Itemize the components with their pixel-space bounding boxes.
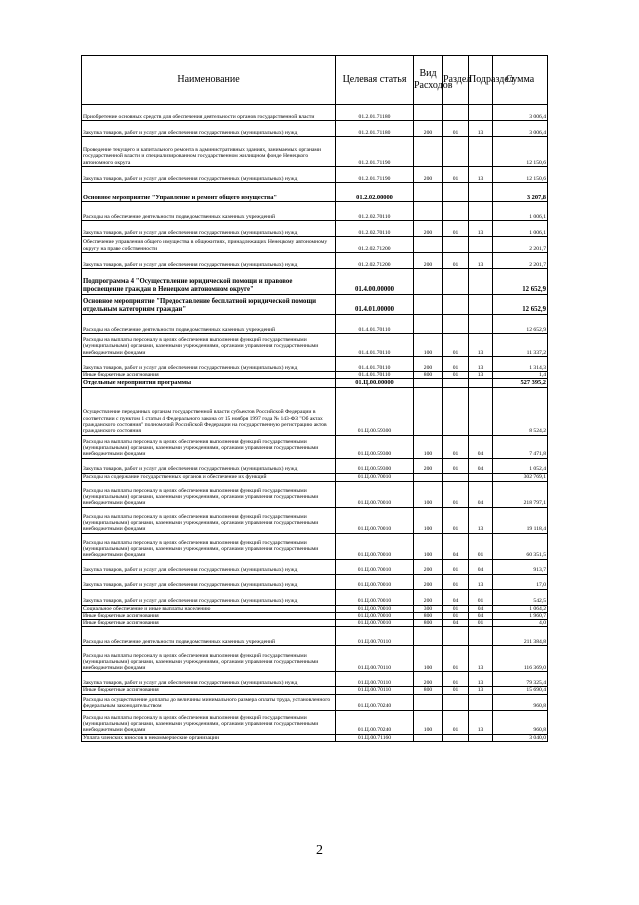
row-name: Уплата членских взносов в некоммерческие организации: [82, 734, 336, 741]
row-subsection: 13: [469, 687, 493, 694]
header-name: Наименование: [82, 56, 336, 105]
row-sum: 3 006,4: [493, 121, 548, 137]
row-section: [443, 315, 469, 334]
row-subsection: [469, 694, 493, 710]
row-subsection: 13: [469, 646, 493, 672]
table-row: [82, 589, 548, 605]
row-section: 01: [443, 612, 469, 619]
row-target: 01.2.02.71200: [336, 237, 414, 253]
row-section: [443, 295, 469, 315]
row-name: Расходы на выплаты персоналу в целях обеспечения выполнения функций государственными (муниципальными) органами, казенными учреждениями, органами управления государственными внебюджетными фондами: [82, 646, 336, 672]
row-exp-type: 200: [414, 589, 443, 605]
row-subsection: 04: [469, 481, 493, 507]
table-row: [82, 559, 548, 574]
table-row: [82, 710, 548, 734]
row-name: Основное мероприятие "Управление и ремонт общего имущества": [82, 183, 336, 202]
row-target: 01.4.01.70110: [336, 315, 414, 334]
table-row: [82, 137, 548, 167]
row-target: 01.Ц.00.70010: [336, 559, 414, 574]
row-target: 01.2.02.71200: [336, 253, 414, 269]
row-target: 01.Ц.00.70110: [336, 672, 414, 687]
row-target: 01.Ц.00.70010: [336, 612, 414, 619]
row-sum: 1 006,1: [493, 221, 548, 237]
row-section: 01: [443, 646, 469, 672]
row-name: Подпрограмма 4 "Осуществление юридической помощи и правовое просвещение граждан в Ненецком автономном округе": [82, 269, 336, 295]
row-sum: 17,0: [493, 574, 548, 589]
row-sum: 15 690,4: [493, 687, 548, 694]
row-target: 01.Ц.00.70110: [336, 687, 414, 694]
table-row: [82, 253, 548, 269]
row-section: [443, 473, 469, 481]
row-name: Расходы на осуществление доплаты до величины минимального размера оплаты труда, установленного федеральным законодательством: [82, 694, 336, 710]
row-subsection: 13: [469, 507, 493, 533]
row-sum: 1 052,4: [493, 458, 548, 473]
row-subsection: 01: [469, 533, 493, 559]
row-subsection: 13: [469, 672, 493, 687]
row-name: Расходы на обеспечение деятельности подведомственных казенных учреждений: [82, 202, 336, 221]
row-exp-type: [414, 105, 443, 121]
row-section: 01: [443, 605, 469, 612]
row-exp-type: 100: [414, 507, 443, 533]
row-target: 01.Ц.00.70240: [336, 710, 414, 734]
row-target: 01.Ц.00.70010: [336, 574, 414, 589]
row-target: 01.Ц.00.71160: [336, 734, 414, 741]
row-exp-type: [414, 387, 443, 435]
row-subsection: 13: [469, 167, 493, 183]
row-section: 01: [443, 507, 469, 533]
row-subsection: [469, 295, 493, 315]
row-exp-type: [414, 237, 443, 253]
row-subsection: 13: [469, 574, 493, 589]
row-section: 01: [443, 435, 469, 458]
row-name: Обеспечение управления общего имущества в общежитиях, принадлежащих Ненецкому автономному округу на праве собственности: [82, 237, 336, 253]
row-exp-type: 200: [414, 357, 443, 372]
row-exp-type: [414, 694, 443, 710]
row-exp-type: 200: [414, 559, 443, 574]
row-name: Закупка товаров, работ и услуг для обеспечения государственных (муниципальных) нужд: [82, 672, 336, 687]
row-name: Проведение текущего и капитального ремонта в административных зданиях, занимаемых органами государственной власти и специализированном государственном жилищном фонде Ненецкого автономного округа: [82, 137, 336, 167]
row-subsection: 13: [469, 121, 493, 137]
table-body: [82, 105, 548, 742]
row-section: 01: [443, 687, 469, 694]
row-name: Расходы на содержание государственных органов и обеспечение их функций: [82, 473, 336, 481]
row-exp-type: [414, 473, 443, 481]
row-target: 01.Ц.00.70010: [336, 473, 414, 481]
table-row: [82, 435, 548, 458]
row-section: [443, 734, 469, 741]
row-section: [443, 269, 469, 295]
row-subsection: [469, 137, 493, 167]
row-name: Осуществление переданных органам государственной власти субъектов Российской Федерации в соответствии с пунктом 1 статьи 4 Федерального закона от 15 ноября 1997 года № 143-ФЗ "Об актах гражданского состояния" полномочий Российской Федерации на государственную регистрацию актов гражданского состояния: [82, 387, 336, 435]
row-sum: 2 201,7: [493, 237, 548, 253]
row-exp-type: [414, 202, 443, 221]
table-row: [82, 295, 548, 315]
row-exp-type: 200: [414, 221, 443, 237]
table-row: [82, 221, 548, 237]
row-exp-type: [414, 627, 443, 646]
row-name: Расходы на выплаты персоналу в целях обеспечения выполнения функций государственными (муниципальными) органами, казенными учреждениями, органами управления государственными внебюджетными фондами: [82, 507, 336, 533]
row-name: Расходы на выплаты персоналу в целях обеспечения выполнения функций государственными (муниципальными) органами, казенными учреждениями, органами управления государственными внебюджетными фондами: [82, 435, 336, 458]
row-sum: 960,8: [493, 710, 548, 734]
row-name: Иные бюджетные ассигнования: [82, 372, 336, 379]
row-section: 01: [443, 672, 469, 687]
row-exp-type: [414, 183, 443, 202]
header-target: Целевая статья: [336, 56, 414, 105]
table-row: [82, 379, 548, 387]
table-row: [82, 620, 548, 627]
table-row: [82, 507, 548, 533]
row-sum: 7 471,8: [493, 435, 548, 458]
row-sum: 11 337,2: [493, 334, 548, 357]
row-subsection: 04: [469, 605, 493, 612]
row-sum: 913,7: [493, 559, 548, 574]
row-subsection: [469, 269, 493, 295]
row-name: Закупка товаров, работ и услуг для обеспечения государственных (муниципальных) нужд: [82, 167, 336, 183]
row-name: Закупка товаров, работ и услуг для обеспечения государственных (муниципальных) нужд: [82, 559, 336, 574]
row-name: Закупка товаров, работ и услуг для обеспечения государственных (муниципальных) нужд: [82, 221, 336, 237]
row-sum: 302 769,1: [493, 473, 548, 481]
row-section: [443, 105, 469, 121]
row-subsection: [469, 379, 493, 387]
table-row: [82, 183, 548, 202]
table-row: [82, 105, 548, 121]
row-exp-type: 200: [414, 574, 443, 589]
table-header-row: [82, 56, 548, 105]
row-sum: 19 118,4: [493, 507, 548, 533]
row-section: [443, 183, 469, 202]
row-section: [443, 694, 469, 710]
row-exp-type: 800: [414, 620, 443, 627]
row-target: 01.2.01.71190: [336, 137, 414, 167]
row-sum: 60 351,5: [493, 533, 548, 559]
table-row: [82, 734, 548, 741]
row-subsection: 04: [469, 612, 493, 619]
row-target: 01.Ц.00.70010: [336, 620, 414, 627]
row-section: 04: [443, 589, 469, 605]
page-number: 2: [316, 843, 323, 858]
row-target: 01.Ц.00.59300: [336, 458, 414, 473]
row-exp-type: 100: [414, 334, 443, 357]
header-subsection: Подраздел: [469, 56, 493, 105]
row-subsection: [469, 202, 493, 221]
row-name: Основное мероприятие "Предоставление бесплатной юридической помощи отдельным категориям граждан": [82, 295, 336, 315]
row-sum: 1 314,3: [493, 357, 548, 372]
table-row: [82, 605, 548, 612]
table-row: [82, 269, 548, 295]
header-section: Раздел: [443, 56, 469, 105]
row-section: 01: [443, 121, 469, 137]
row-subsection: [469, 473, 493, 481]
row-target: 01.Ц.00.70010: [336, 533, 414, 559]
row-exp-type: [414, 734, 443, 741]
row-section: [443, 627, 469, 646]
row-section: 01: [443, 574, 469, 589]
row-subsection: [469, 315, 493, 334]
row-exp-type: 800: [414, 687, 443, 694]
row-sum: 3 040,0: [493, 734, 548, 741]
row-subsection: 04: [469, 458, 493, 473]
header-exp-type: Вид Расходов: [414, 56, 443, 105]
row-name: Закупка товаров, работ и услуг для обеспечения государственных (муниципальных) нужд: [82, 574, 336, 589]
table-row: [82, 533, 548, 559]
row-exp-type: [414, 315, 443, 334]
row-exp-type: 100: [414, 710, 443, 734]
table-row: [82, 627, 548, 646]
table-row: [82, 315, 548, 334]
table-row: [82, 646, 548, 672]
budget-table: [81, 55, 548, 742]
row-subsection: [469, 105, 493, 121]
table-row: [82, 574, 548, 589]
table-row: [82, 357, 548, 372]
row-target: 01.2.01.71180: [336, 105, 414, 121]
table-row: [82, 612, 548, 619]
row-name: Расходы на выплаты персоналу в целях обеспечения выполнения функций государственными (муниципальными) органами, казенными учреждениями, органами управления государственными внебюджетными фондами: [82, 334, 336, 357]
row-name: Расходы на обеспечение деятельности подведомственных казенных учреждений: [82, 627, 336, 646]
row-exp-type: [414, 379, 443, 387]
table-row: [82, 237, 548, 253]
row-name: Иные бюджетные ассигнования: [82, 612, 336, 619]
row-name: Расходы на выплаты персоналу в целях обеспечения выполнения функций государственными (муниципальными) органами, казенными учреждениями, органами управления государственными внебюджетными фондами: [82, 533, 336, 559]
row-sum: 1 064,2: [493, 605, 548, 612]
row-subsection: [469, 237, 493, 253]
table-row: [82, 458, 548, 473]
row-target: 01.Ц.00.70010: [336, 605, 414, 612]
row-sum: 2 201,7: [493, 253, 548, 269]
row-sum: 218 797,1: [493, 481, 548, 507]
row-sum: 1 006,1: [493, 202, 548, 221]
row-exp-type: 200: [414, 167, 443, 183]
row-subsection: 13: [469, 253, 493, 269]
row-name: Социальное обеспечение и иные выплаты населению: [82, 605, 336, 612]
row-name: Расходы на обеспечение деятельности подведомственных казенных учреждений: [82, 315, 336, 334]
row-name: Закупка товаров, работ и услуг для обеспечения государственных (муниципальных) нужд: [82, 458, 336, 473]
row-sum: 12 652,9: [493, 315, 548, 334]
row-section: [443, 202, 469, 221]
row-target: 01.2.01.71180: [336, 121, 414, 137]
row-exp-type: 200: [414, 672, 443, 687]
row-section: 01: [443, 458, 469, 473]
table-row: [82, 121, 548, 137]
row-sum: 527 395,2: [493, 379, 548, 387]
row-exp-type: 800: [414, 612, 443, 619]
row-sum: 3 006,4: [493, 105, 548, 121]
row-exp-type: 100: [414, 435, 443, 458]
row-name: Расходы на выплаты персоналу в целях обеспечения выполнения функций государственными (муниципальными) органами, казенными учреждениями, органами управления государственными внебюджетными фондами: [82, 710, 336, 734]
row-target: 01.Ц.00.70010: [336, 589, 414, 605]
row-section: 01: [443, 167, 469, 183]
row-sum: 12 150,6: [493, 137, 548, 167]
table-row: [82, 202, 548, 221]
row-subsection: 01: [469, 589, 493, 605]
row-target: 01.2.02.00000: [336, 183, 414, 202]
row-exp-type: 300: [414, 605, 443, 612]
row-sum: 960,8: [493, 694, 548, 710]
row-sum: 12 652,9: [493, 269, 548, 295]
row-section: [443, 137, 469, 167]
row-target: 01.Ц.00.70010: [336, 481, 414, 507]
row-subsection: 13: [469, 221, 493, 237]
row-section: 01: [443, 372, 469, 379]
table-row: [82, 387, 548, 435]
row-name: Иные бюджетные ассигнования: [82, 620, 336, 627]
table-row: [82, 372, 548, 379]
row-target: 01.Ц.00.70010: [336, 507, 414, 533]
row-section: 01: [443, 253, 469, 269]
row-exp-type: 200: [414, 458, 443, 473]
row-exp-type: 200: [414, 253, 443, 269]
row-target: 01.2.01.71190: [336, 167, 414, 183]
row-target: 01.4.01.00000: [336, 295, 414, 315]
row-target: 01.2.02.70110: [336, 202, 414, 221]
row-name: Расходы на выплаты персоналу в целях обеспечения выполнения функций государственными (муниципальными) органами, казенными учреждениями, органами управления государственными внебюджетными фондами: [82, 481, 336, 507]
row-subsection: [469, 183, 493, 202]
row-subsection: 13: [469, 357, 493, 372]
row-target: 01.Ц.00.59300: [336, 435, 414, 458]
row-section: 04: [443, 533, 469, 559]
row-target: 01.Ц.00.70110: [336, 646, 414, 672]
row-name: Закупка товаров, работ и услуг для обеспечения государственных (муниципальных) нужд: [82, 589, 336, 605]
row-target: 01.Ц.00.59300: [336, 387, 414, 435]
row-target: 01.4.00.00000: [336, 269, 414, 295]
row-subsection: 04: [469, 559, 493, 574]
row-subsection: 13: [469, 334, 493, 357]
row-target: 01.4.01.70110: [336, 334, 414, 357]
table-row: [82, 334, 548, 357]
row-name: Закупка товаров, работ и услуг для обеспечения государственных (муниципальных) нужд: [82, 357, 336, 372]
row-subsection: 13: [469, 710, 493, 734]
row-sum: 1,4: [493, 372, 548, 379]
row-subsection: [469, 734, 493, 741]
row-subsection: [469, 627, 493, 646]
row-subsection: 13: [469, 372, 493, 379]
table-row: [82, 694, 548, 710]
row-subsection: 01: [469, 620, 493, 627]
row-sum: 12 150,6: [493, 167, 548, 183]
row-name: Приобретение основных средств для обеспечения деятельности органов государственной власти: [82, 105, 336, 121]
row-name: Закупка товаров, работ и услуг для обеспечения государственных (муниципальных) нужд: [82, 253, 336, 269]
table-row: [82, 672, 548, 687]
row-sum: 3 207,8: [493, 183, 548, 202]
row-target: 01.2.02.70110: [336, 221, 414, 237]
row-name: Отдельные мероприятия программы: [82, 379, 336, 387]
row-sum: 211 384,8: [493, 627, 548, 646]
row-exp-type: 200: [414, 121, 443, 137]
row-sum: 79 325,4: [493, 672, 548, 687]
row-section: [443, 379, 469, 387]
row-section: [443, 237, 469, 253]
row-section: 04: [443, 620, 469, 627]
row-sum: 1 960,7: [493, 612, 548, 619]
row-target: 01.Ц.00.70110: [336, 627, 414, 646]
row-target: 01.Ц.00.70240: [336, 694, 414, 710]
table-row: [82, 167, 548, 183]
row-exp-type: 100: [414, 646, 443, 672]
row-name: Закупка товаров, работ и услуг для обеспечения государственных (муниципальных) нужд: [82, 121, 336, 137]
row-sum: 116 369,0: [493, 646, 548, 672]
row-target: 01.4.01.70110: [336, 357, 414, 372]
row-exp-type: [414, 137, 443, 167]
table-row: [82, 481, 548, 507]
row-subsection: [469, 387, 493, 435]
header-sum: Сумма: [493, 56, 548, 105]
row-section: 01: [443, 221, 469, 237]
table-row: [82, 473, 548, 481]
budget-table-sheet: [81, 55, 547, 742]
row-sum: 12 652,9: [493, 295, 548, 315]
row-section: 01: [443, 357, 469, 372]
table-row: [82, 687, 548, 694]
row-exp-type: 100: [414, 481, 443, 507]
row-section: 01: [443, 559, 469, 574]
row-target: 01.4.01.70110: [336, 372, 414, 379]
row-sum: 4,0: [493, 620, 548, 627]
row-section: 01: [443, 334, 469, 357]
row-name: Иные бюджетные ассигнования: [82, 687, 336, 694]
row-exp-type: 800: [414, 372, 443, 379]
row-section: [443, 387, 469, 435]
row-sum: 8 524,2: [493, 387, 548, 435]
row-subsection: 04: [469, 435, 493, 458]
row-sum: 542,5: [493, 589, 548, 605]
row-section: 01: [443, 710, 469, 734]
row-exp-type: 100: [414, 533, 443, 559]
row-section: 01: [443, 481, 469, 507]
row-exp-type: [414, 295, 443, 315]
row-target: 01.Ц.00.00000: [336, 379, 414, 387]
row-exp-type: [414, 269, 443, 295]
